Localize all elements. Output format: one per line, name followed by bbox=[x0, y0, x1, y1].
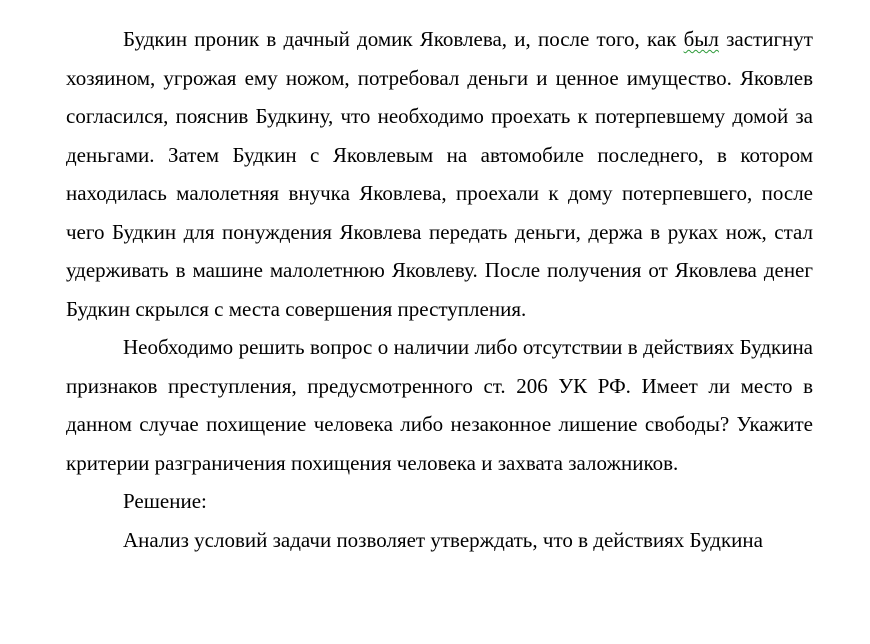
paragraph-case-facts bbox=[66, 20, 813, 328]
solution-heading: Решение: bbox=[123, 489, 207, 513]
spellcheck-flagged-word[interactable]: был bbox=[683, 27, 719, 51]
paragraph-solution: Анализ условий задачи позволяет утверждать, что в действиях Будкина bbox=[123, 527, 763, 552]
paragraph-question: Необходимо решить вопрос о наличии либо отсутствии в действиях Будкина признаков преступления, предусмотренного ст. 206 УК РФ. Имеет ли место в данном случае похищение человека либо незаконное лишение свободы? Укажите критерии разграничения похищения человека и захвата заложников. bbox=[66, 335, 813, 475]
paragraph-text: застигнут хозяином, угрожая ему ножом, потребовал деньги и ценное имущество. Яковлев согласился, пояснив Будкину, что необходимо проехать к потерпевшему домой за деньгами. Затем Будкин с Яковлевым на автомобиле последнего, в котором находилась малолетняя внучка Яковлева, проехали к дому потерпевшего, после чего Будкин для понуждения Яковлева передать деньги, держа в руках нож, стал удерживать в машине малолетнюю Яковлеву. После получения от Яковлева денег Будкин скрылся с места совершения преступления. bbox=[66, 27, 813, 321]
paragraph-text: Будкин проник в дачный домик Яковлева, и, после того, как bbox=[123, 27, 684, 51]
document-page bbox=[66, 20, 813, 559]
